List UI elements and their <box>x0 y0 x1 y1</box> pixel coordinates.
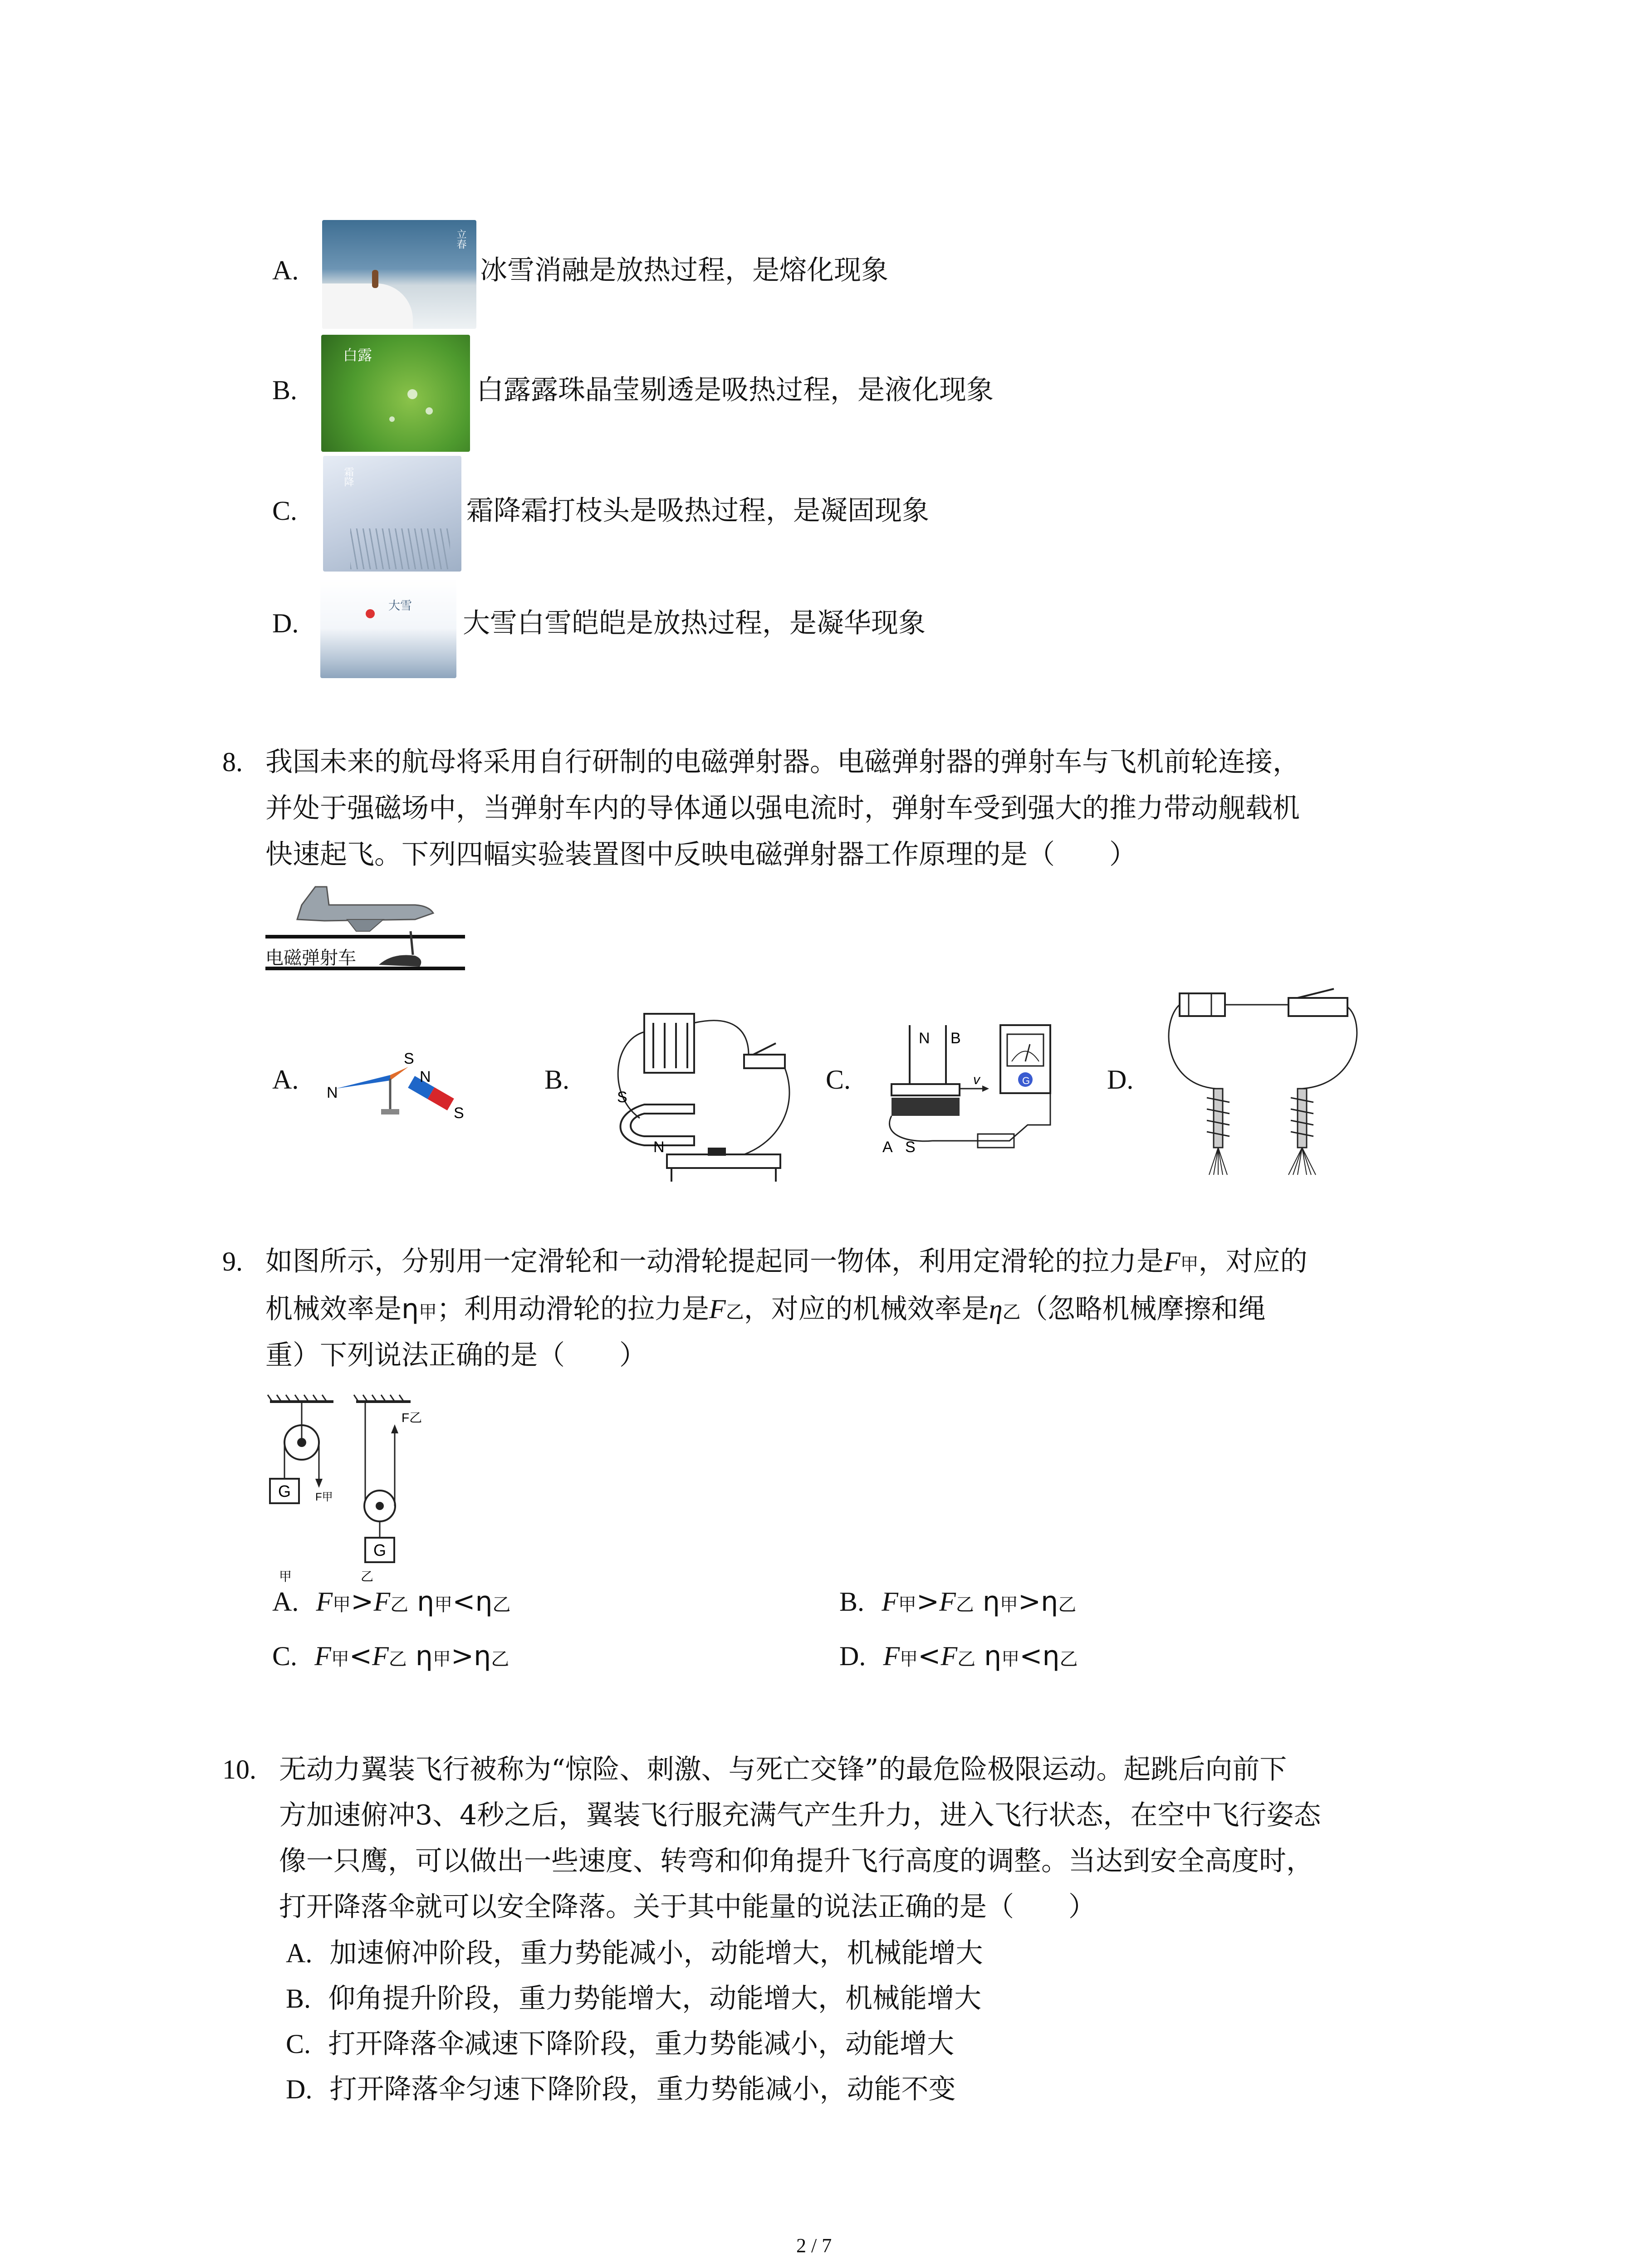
question-line: 快速起飞。下列四幅实验装置图中反映电磁弹射器工作原理的是（ ） <box>265 839 1136 870</box>
question-number: 8. <box>222 747 243 777</box>
electromagnet-diagram <box>1161 984 1370 1184</box>
option-letter: C. <box>272 496 298 526</box>
svg-text:S: S <box>617 1089 627 1106</box>
question-line: 重）下列说法正确的是（ ） <box>265 1339 647 1371</box>
option-d: D. F甲<F乙 η甲<η乙 <box>839 1640 1078 1672</box>
option-d: D. 打开降落伞匀速下降阶段，重力势能减小，动能不变 <box>286 2073 956 2105</box>
question-line: 无动力翼装飞行被称为“惊险、刺激、与死亡交锋”的最危险极限运动。起跳后向前下 <box>279 1754 1287 1785</box>
svg-text:S: S <box>905 1139 916 1156</box>
svg-text:v: v <box>973 1072 980 1087</box>
svg-text:N: N <box>327 1084 338 1101</box>
option-c: C. 打开降落伞减速下降阶段，重力势能减小，动能增大 <box>286 2028 955 2060</box>
ice-melting-image: 立春 <box>322 220 476 329</box>
option-text: 大雪白雪皑皑是放热过程，是凝华现象 <box>463 607 926 639</box>
option-a: A. 加速俯冲阶段，重力势能减小，动能增大，机械能增大 <box>286 1937 983 1969</box>
svg-text:F乙: F乙 <box>402 1411 422 1425</box>
option-b: B. F甲>F乙 η甲>η乙 <box>839 1586 1077 1618</box>
compass-magnet-diagram <box>318 1030 472 1129</box>
motor-experiment-diagram <box>599 1005 817 1195</box>
page-number: 2 / 7 <box>796 2234 832 2257</box>
option-letter: A. <box>272 1065 299 1095</box>
question-line: 打开降落伞就可以安全降落。关于其中能量的说法正确的是（ ） <box>279 1891 1096 1923</box>
question-line: 并处于强磁场中，当弹射车内的导体通以强电流时，弹射车受到强大的推力带动舰载机 <box>265 792 1300 824</box>
option-letter: A. <box>272 255 299 285</box>
option-c: C. F甲<F乙 η甲>η乙 <box>272 1640 509 1672</box>
svg-text:N: N <box>919 1030 930 1047</box>
svg-text:G: G <box>373 1541 387 1559</box>
question-number: 10. <box>222 1755 256 1784</box>
question-line: 像一只鹰，可以做出一些速度、转弯和仰角提升飞行高度的调整。当达到安全高度时， <box>279 1845 1313 1877</box>
svg-text:N: N <box>420 1068 431 1085</box>
question-line: 我国未来的航母将采用自行研制的电磁弹射器。电磁弹射器的弹射车与飞机前轮连接， <box>265 746 1300 778</box>
svg-text:G: G <box>278 1482 291 1501</box>
svg-text:F甲: F甲 <box>315 1491 333 1503</box>
frost-image: 霜降 <box>323 456 461 572</box>
option-letter: B. <box>544 1065 570 1095</box>
catapult-label: 电磁弹射车 <box>265 948 356 968</box>
svg-text:乙: 乙 <box>361 1569 374 1583</box>
svg-text:G: G <box>1022 1075 1030 1086</box>
svg-text:甲: 甲 <box>279 1569 292 1583</box>
induction-experiment-diagram <box>878 1016 1078 1170</box>
dew-leaf-image: 白露 <box>321 335 470 452</box>
question-line: 方加速俯冲3、4秒之后，翼装飞行服充满气产生升力，进入飞行状态，在空中飞行姿态 <box>279 1799 1321 1831</box>
svg-text:B: B <box>950 1030 961 1047</box>
svg-text:S: S <box>454 1105 464 1122</box>
option-letter: B. <box>272 375 298 405</box>
question-line: 如图所示，分别用一定滑轮和一动滑轮提起同一物体，利用定滑轮的拉力是F甲，对应的 <box>265 1246 1308 1277</box>
option-text: 冰雪消融是放热过程，是熔化现象 <box>480 254 888 286</box>
option-text: 白露露珠晶莹剔透是吸热过程，是液化现象 <box>476 374 994 406</box>
svg-text:A: A <box>882 1139 893 1156</box>
option-text: 霜降霜打枝头是吸热过程，是凝固现象 <box>466 495 929 527</box>
svg-text:S: S <box>404 1050 414 1067</box>
question-line: 机械效率是η甲；利用动滑轮的拉力是F乙，对应的机械效率是η乙（忽略机械摩擦和绳 <box>265 1293 1266 1325</box>
pulley-figure <box>265 1388 479 1583</box>
option-letter: D. <box>1107 1065 1134 1095</box>
svg-text:N: N <box>653 1139 665 1156</box>
snow-image: 大雪 <box>320 578 456 678</box>
question-number: 9. <box>222 1246 243 1276</box>
catapult-jet-figure <box>265 878 479 984</box>
option-a: A. F甲>F乙 η甲<η乙 <box>272 1586 511 1618</box>
option-letter: C. <box>826 1065 851 1095</box>
option-b: B. 仰角提升阶段，重力势能增大，动能增大，机械能增大 <box>286 1983 982 2014</box>
option-letter: D. <box>272 608 299 638</box>
